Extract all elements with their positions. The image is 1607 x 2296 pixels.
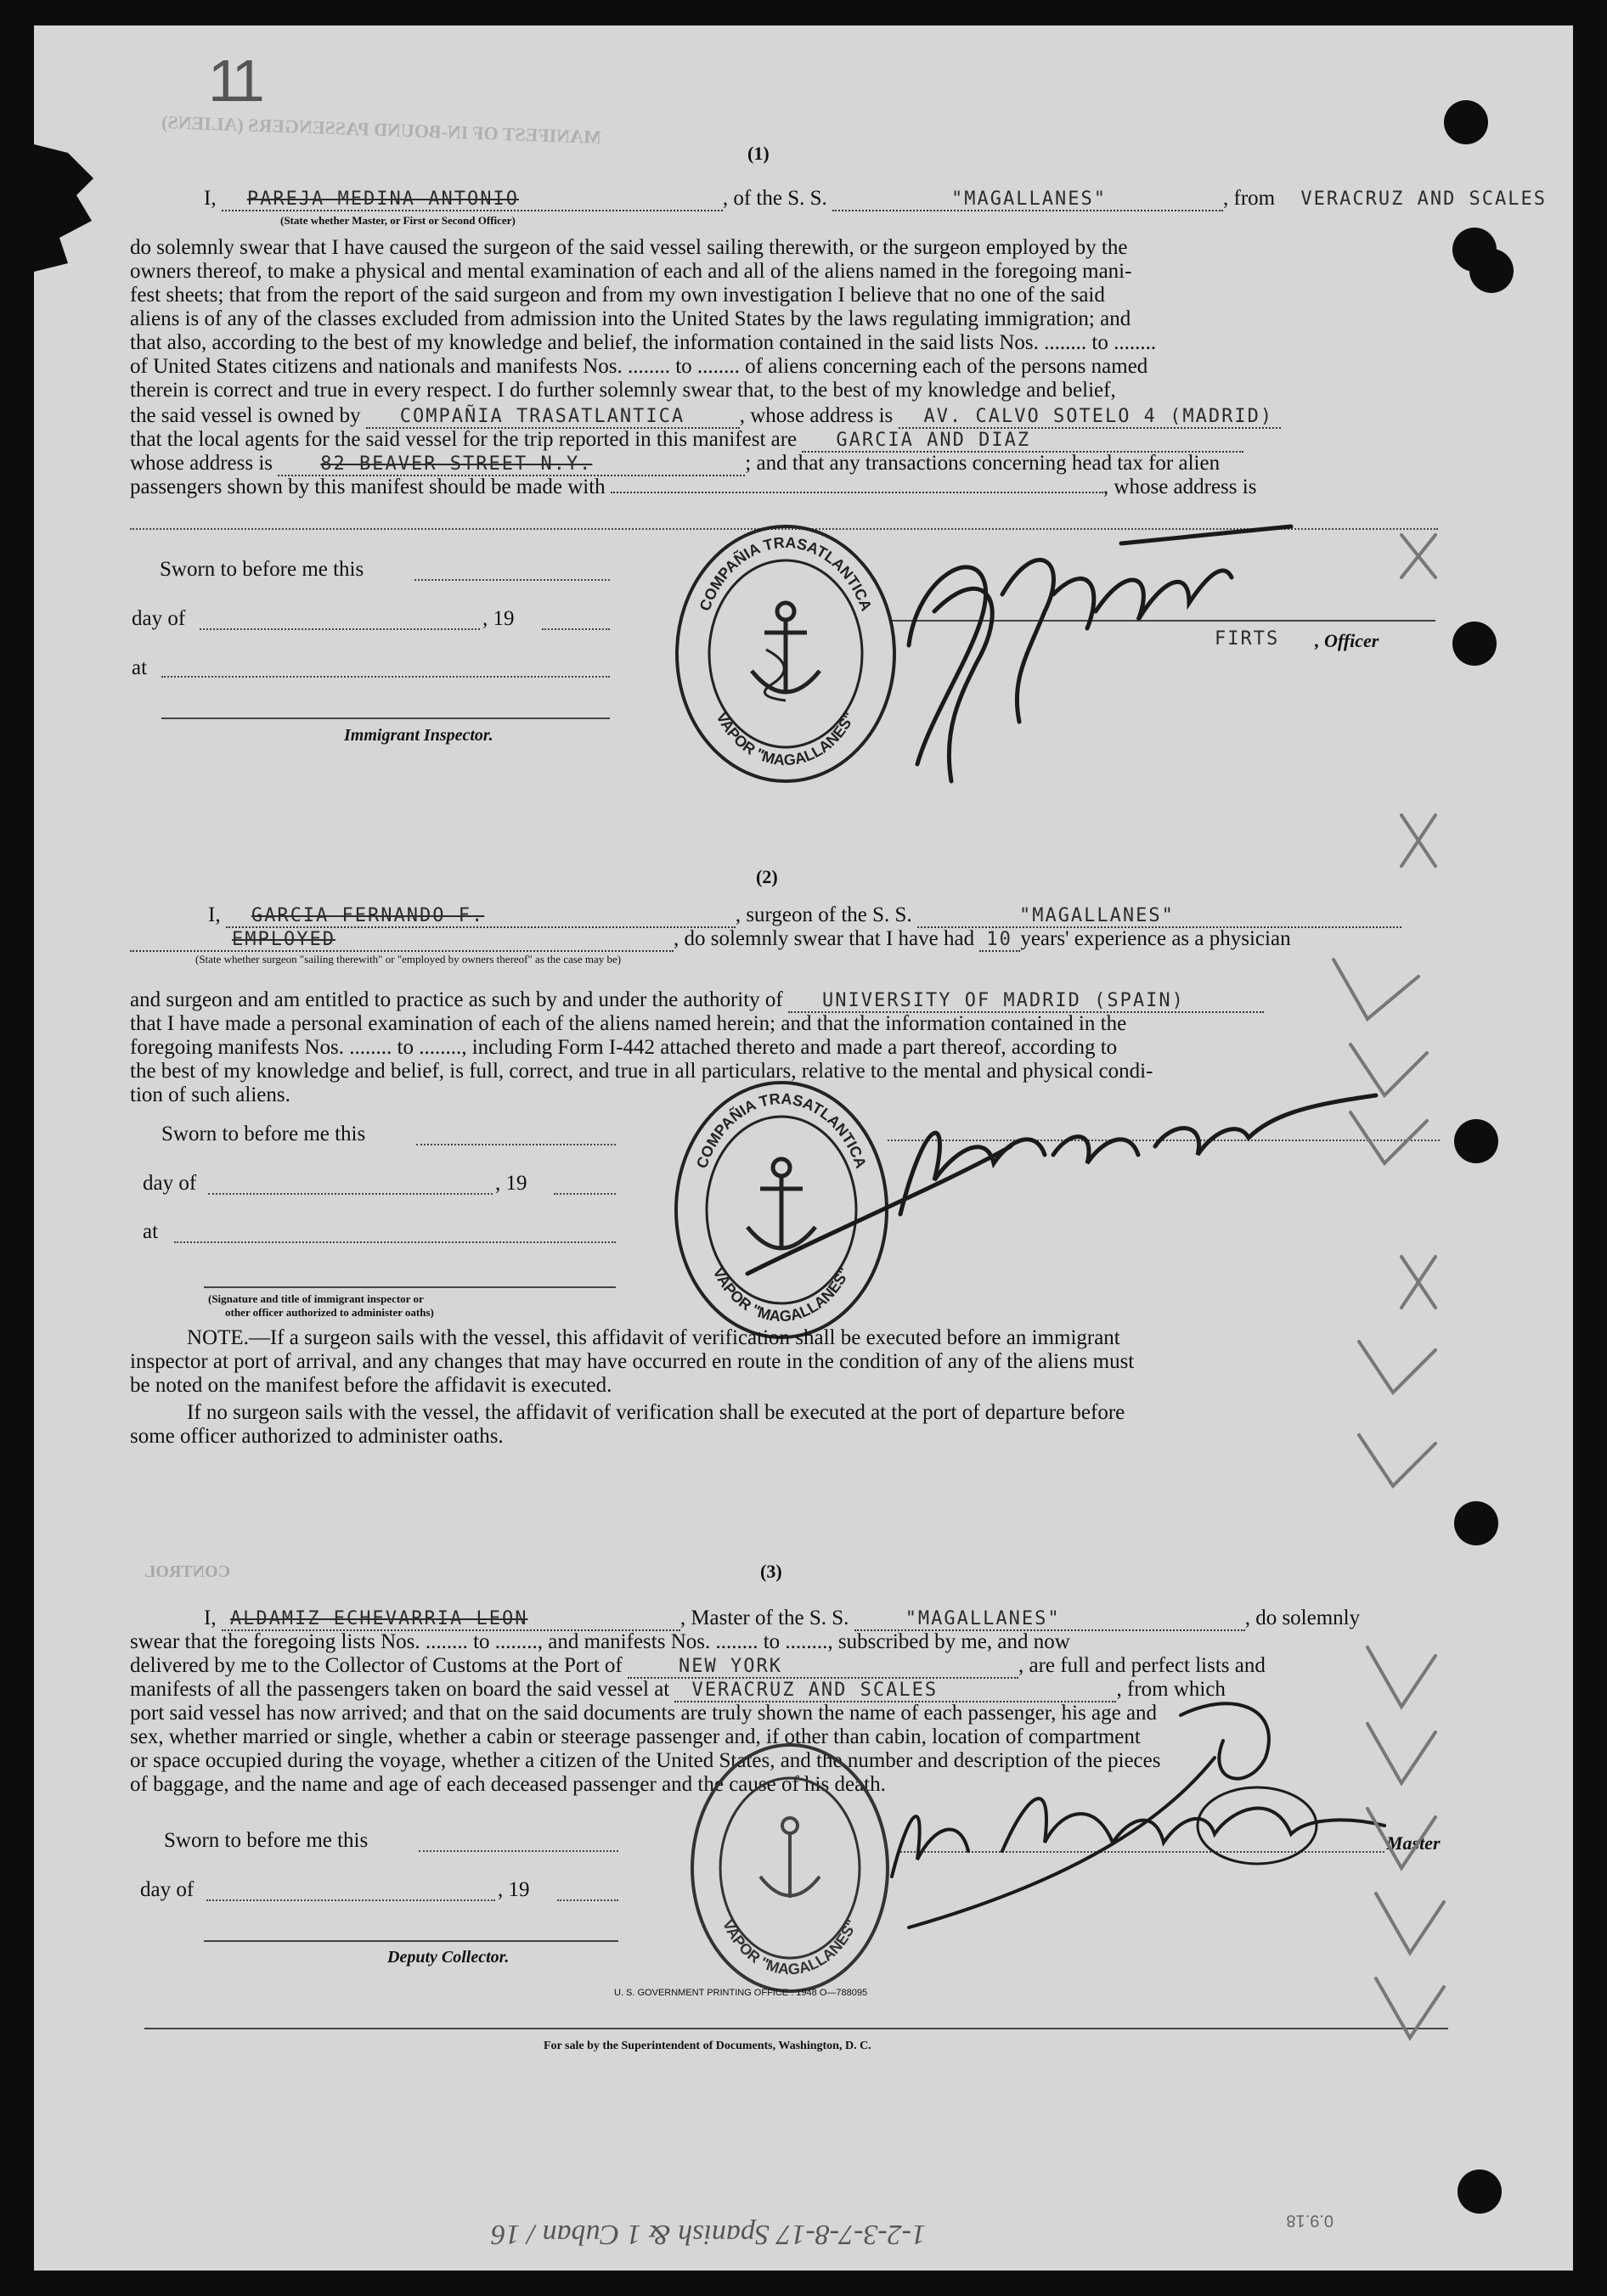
section-2-heading: (2)	[756, 866, 778, 887]
s1-line-1: do solemnly swear that I have caused the surgeon of the said vessel sailing therewith, or the surgeon employed by the	[130, 236, 1128, 259]
officer-label: , Officer	[1315, 630, 1379, 651]
i-label: I,	[204, 1607, 217, 1629]
officer-name-field: PAREJA MEDINA ANTONIO	[222, 189, 723, 211]
s2-caption-2: other officer authorized to administer oaths)	[225, 1306, 434, 1319]
s1-line-4: aliens is of any of the classes excluded from admission into the United States by the laws regulating immigration; and	[130, 307, 1131, 330]
note-line-2: inspector at port of arrival, and any changes that may have occurred en route in the condition of any of the aliens must	[130, 1350, 1135, 1373]
s1-year-line	[542, 628, 610, 630]
binder-hole	[1458, 2169, 1502, 2214]
note-line-5: some officer authorized to administer oaths.	[130, 1425, 504, 1448]
surgeon-ship-field: "MAGALLANES"	[917, 905, 1401, 928]
taken-at-field: VERACRUZ AND SCALES	[674, 1680, 1116, 1702]
s1-inspector-line	[161, 718, 610, 719]
authority-label: and surgeon and am entitled to practice as such by and under the authority of	[130, 988, 783, 1011]
s3-collector-caption: Deputy Collector.	[387, 1948, 510, 1967]
s3-line-4: or space occupied during the voyage, whether a citizen of the United States, and the number and description of the pieces	[130, 1749, 1161, 1772]
s2-year-label: , 19	[495, 1172, 527, 1195]
from-which-label: , from which	[1116, 1678, 1226, 1701]
margin-number: 0.9.18	[1286, 2211, 1334, 2230]
s1-line-5: that also, according to the best of my knowledge and belief, the information contained in the said lists Nos. ........ to ........	[130, 331, 1157, 354]
gpo-imprint: U. S. GOVERNMENT PRINTING OFFICE : 1948 O—788095	[614, 1988, 868, 1998]
officer-signature	[883, 509, 1325, 815]
manifest-page	[34, 25, 1573, 2271]
s3-line-1: swear that the foregoing lists Nos. ........ to ........, and manifests Nos. ........ to ........, subscribed by me, and now	[130, 1630, 1070, 1653]
passengers-text: passengers shown by this manifest should be made with	[130, 476, 606, 498]
s2-line-1: that I have made a personal examination of each of the aliens named herein; and that the information contained in the	[130, 1012, 1127, 1035]
ship-seal-3	[688, 1741, 892, 1995]
years-text: years' experience as a physician	[1020, 927, 1291, 950]
master-line	[204, 1607, 1360, 1631]
svg-text:VAPOR "MAGALLANES"	[719, 1916, 860, 1978]
s2-line-2: foregoing manifests Nos. ........ to ........, including Form I-442 attached thereto and made a part thereof, according to	[130, 1036, 1118, 1059]
s1-day-line	[200, 628, 480, 630]
footer-rule	[144, 2028, 1448, 2029]
owned-by-label: the said vessel is owned by	[130, 404, 361, 427]
i-label: I,	[204, 187, 217, 210]
s1-line-6: of United States citizens and nationals and manifests Nos. ........ to ........ of aliens concerning each of the persons named	[130, 355, 1148, 378]
full-lists-text: , are full and perfect lists and	[1018, 1654, 1266, 1677]
section-3-heading: (3)	[760, 1561, 782, 1582]
whose-address-tail: , whose address is	[1102, 476, 1257, 498]
s3-collector-line	[204, 1940, 618, 1942]
from-label: , from	[1223, 187, 1276, 210]
binder-hole	[1454, 1119, 1498, 1163]
master-ship-field: "MAGALLANES"	[854, 1608, 1245, 1631]
head-tax-party-field	[611, 492, 1103, 493]
s3-day-line	[206, 1899, 495, 1901]
s3-day-label: day of	[140, 1878, 195, 1901]
s2-caption-1: (Signature and title of immigrant inspector or	[208, 1292, 424, 1305]
pencil-tick-marks	[1266, 501, 1520, 2114]
sale-line: For sale by the Superintendent of Documents, Washington, D. C.	[544, 2040, 871, 2052]
s1-year-label: , 19	[482, 607, 515, 630]
s1-at-line	[161, 676, 610, 678]
officer-rank: FIRTS	[1215, 628, 1280, 650]
s2-line-4: tion of such aliens.	[130, 1083, 290, 1106]
s1-line-2: owners thereof, to make a physical and mental examination of each and all of the aliens named in the foregoing mani-	[130, 260, 1132, 283]
swear-text: , do solemnly swear that I have had	[674, 927, 975, 950]
officer-caption: (State whether Master, or First or Second Officer)	[280, 214, 516, 227]
agents-label: that the local agents for the said vessel for the trip reported in this manifest are	[130, 428, 798, 451]
do-solemnly-label: , do solemnly	[1244, 1607, 1361, 1629]
bleed-through-control: CONTROL	[144, 1562, 231, 1581]
s3-year-label: , 19	[498, 1878, 530, 1901]
s2-day-label: day of	[143, 1172, 197, 1195]
section-1-oath-line	[204, 187, 1547, 211]
employed-caption: (State whether surgeon "sailing therewith" or "employed by owners thereof" as the case may be)	[195, 953, 622, 965]
of-the-ss-label: , of the S. S.	[722, 187, 827, 210]
master-label: Master	[1386, 1832, 1441, 1854]
bleed-through-header: MANIFEST OF IN-BOUND PASSENGERS (ALIENS)	[161, 110, 602, 149]
s2-sworn-line	[416, 1144, 616, 1145]
s3-sworn-line	[419, 1850, 618, 1852]
s3-line-5: of baggage, and the name and age of each deceased passenger and the cause of his death.	[130, 1773, 886, 1796]
master-of-label: , Master of the S. S.	[679, 1607, 849, 1629]
binder-hole	[1454, 1501, 1498, 1545]
agents-address-field: 82 BEAVER STREET N.Y.	[278, 453, 745, 476]
binder-hole	[1444, 100, 1488, 144]
s2-at-label: at	[143, 1220, 159, 1243]
master-name-field: ALDAMIZ ECHEVARRIA LEON	[222, 1608, 680, 1631]
surgeon-of-label: , surgeon of the S. S.	[735, 903, 912, 926]
s3-sworn-label: Sworn to before me this	[164, 1829, 369, 1852]
port-field: NEW YORK	[628, 1656, 1018, 1679]
s1-sworn-line	[414, 579, 610, 581]
s3-year-line	[557, 1899, 618, 1901]
agents-address-label: whose address is	[130, 452, 273, 475]
s2-at-line	[174, 1241, 616, 1243]
anchor-icon	[760, 1818, 820, 1898]
years-field: 10	[979, 929, 1020, 952]
i-label: I,	[208, 903, 221, 926]
passengers-line	[130, 476, 1256, 499]
surgeon-name-field: GARCIA FERNANDO F.	[226, 905, 736, 928]
seal-2-bottom-text: VAPOR "MAGALLANES"	[709, 1264, 854, 1325]
employed-line	[130, 927, 1291, 952]
whose-address-label: , whose address is	[739, 404, 894, 427]
s2-year-line	[554, 1193, 616, 1195]
s1-line-7: therein is correct and true in every respect. I do further solemnly swear that, to the best of my knowledge and belief,	[130, 379, 1116, 402]
agents-line	[130, 428, 1243, 453]
section-1-heading: (1)	[747, 143, 770, 164]
anchor-icon	[752, 603, 820, 701]
note-line-3: be noted on the manifest before the affidavit is executed.	[130, 1374, 612, 1397]
s2-line-3: the best of my knowledge and belief, is full, correct, and true in all particulars, relative to the mental and physical condi-	[130, 1060, 1153, 1083]
seal-2-top-text: COMPAÑIA TRASATLANTICA	[693, 1089, 870, 1171]
seal-3-bottom-text: VAPOR "MAGALLANES"	[719, 1916, 861, 1978]
note-line-1: NOTE.—If a surgeon sails with the vessel, this affidavit of verification shall be executed before an immigrant	[187, 1326, 1120, 1349]
seal-1-top-text: COMPAÑIA TRASATLANTICA	[696, 533, 876, 614]
agents-field: GARCIA AND DIAZ	[802, 430, 1243, 453]
s3-line-2: port said vessel has now arrived; and that on the said documents are truly shown the name of each passenger, his age and	[130, 1702, 1158, 1725]
s2-signature-line	[204, 1286, 616, 1288]
surgeon-line	[208, 903, 1401, 928]
agents-address-line	[130, 452, 1220, 476]
seal-1-bottom-text: VAPOR "MAGALLANES"	[713, 709, 859, 769]
delivered-label: delivered by me to the Collector of Customs at the Port of	[130, 1654, 623, 1677]
note-line-4: If no surgeon sails with the vessel, the affidavit of verification shall be executed at the port of departure before	[187, 1401, 1125, 1424]
svg-text:VAPOR "MAGALLANES"	[713, 709, 858, 768]
s1-at-label: at	[132, 656, 148, 679]
employed-field: EMPLOYED	[130, 929, 674, 952]
owner-address-field: AV. CALVO SOTELO 4 (MADRID)	[899, 406, 1281, 429]
authority-field: UNIVERSITY OF MADRID (SPAIN)	[788, 990, 1264, 1013]
margin-annotation: 1-2-3-7-8-17 Spanish & 1 Cuban / 16	[491, 2219, 926, 2250]
s1-sworn-label: Sworn to before me this	[160, 558, 364, 581]
s2-day-line	[208, 1193, 493, 1195]
manifests-label: manifests of all the passengers taken on board the said vessel at	[130, 1678, 670, 1701]
head-tax-text: ; and that any transactions concerning head tax for alien	[745, 452, 1221, 475]
delivered-line	[130, 1654, 1266, 1679]
s2-sworn-label: Sworn to before me this	[161, 1123, 366, 1145]
authority-line	[130, 988, 1264, 1013]
s3-line-3: sex, whether married or single, whether a cabin or steerage passenger and, if other than cabin, location of compartment	[130, 1725, 1141, 1748]
sheet-number: 11	[208, 48, 260, 114]
owner-line	[130, 404, 1281, 429]
binder-hole	[1469, 249, 1514, 293]
from-port-field: VERACRUZ AND SCALES	[1300, 189, 1548, 210]
torn-edge	[34, 144, 102, 272]
s1-inspector-caption: Immigrant Inspector.	[344, 726, 493, 745]
s1-line-3: fest sheets; that from the report of the said surgeon and from my own investigation I believe that no one of the said	[130, 284, 1105, 307]
s1-day-label: day of	[132, 607, 186, 630]
binder-hole	[1452, 622, 1497, 666]
owner-field: COMPAÑIA TRASATLANTICA	[366, 406, 740, 429]
ship-name-field: "MAGALLANES"	[832, 189, 1223, 211]
ship-seal-1	[671, 522, 900, 785]
